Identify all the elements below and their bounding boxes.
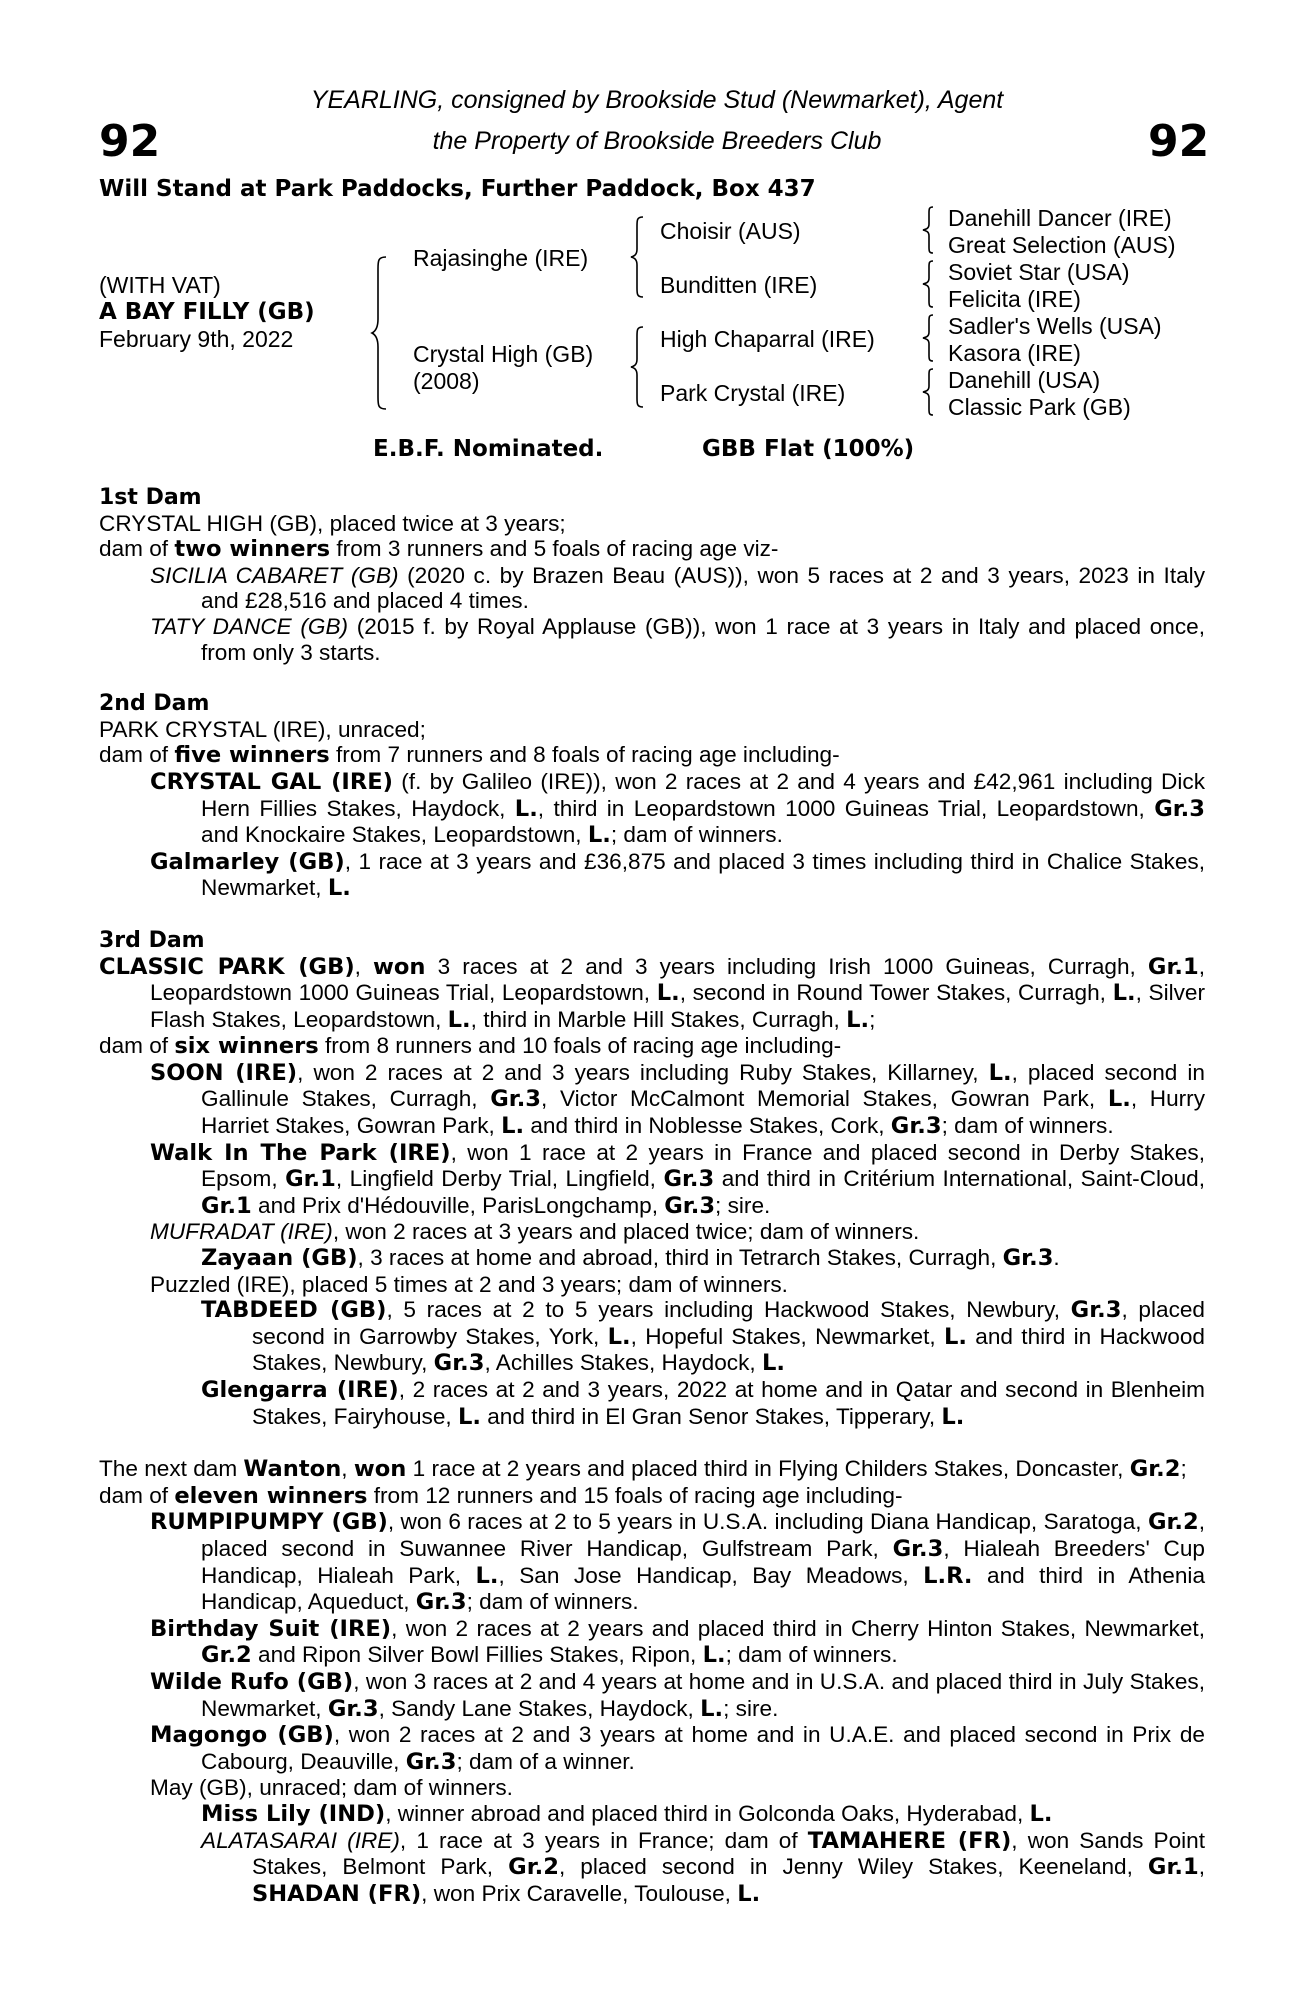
produce-entry: TATY DANCE (GB) (2015 f. by Royal Applause (GB)), won 1 race at 3 years in Italy and placed once, from only 3 starts. (150, 613, 1205, 665)
first-dam-line: CRYSTAL HIGH (GB), placed twice at 3 years; (99, 510, 566, 536)
third-dam-section (99, 928, 1205, 1430)
produce-entry: ALATASARAI (IRE), 1 race at 3 years in France; dam of TAMAHERE (FR), won Sands Point Stakes, Belmont Park, Gr.2, placed second in Jenny Wiley Stakes, Keeneland, Gr.1, SHADAN (FR), won Prix Caravelle, Toulouse, L. (201, 1827, 1206, 1907)
produce-entry: May (GB), unraced; dam of winners. (150, 1775, 513, 1801)
produce-entry: RUMPIPUMPY (GB), won 6 races at 2 to 5 years in U.S.A. including Diana Handicap, Saratoga, Gr.2, placed second in Suwannee River Handicap, Gulfstream Park, Gr.3, Hialeah Breeders' Cup Handicap, Hialeah Park, L., San Jose Handicap, Bay Meadows, L.R. and third in Athenia Handicap, Aqueduct, Gr.3; dam of winners. (150, 1509, 1206, 1616)
produce-entry: Miss Lily (IND), winner abroad and placed third in Golconda Oaks, Hyderabad, L. (201, 1800, 1053, 1827)
next-dam-section (99, 1456, 1205, 1907)
pedigree-brace-g3-2 (921, 259, 937, 309)
gen3-8: Classic Park (GB) (948, 394, 1131, 420)
first-dam-heading: 1st Dam (99, 485, 202, 510)
produce-entry: Wilde Rufo (GB), won 3 races at 2 and 4 years at home and in U.S.A. and placed third in July Stakes, Newmarket, Gr.3, Sandy Lane Stakes, Haydock, L.; sire. (150, 1668, 1205, 1722)
produce-entry: Walk In The Park (IRE), won 1 race at 2 years in France and placed second in Derby Stakes, Epsom, Gr.1, Lingfield Derby Trial, Lingfield, Gr.3 and third in Critérium International, Saint-Cloud, Gr.1 and Prix d'Hédouville, ParisLongchamp, Gr.3; sire. (150, 1139, 1206, 1219)
produce-entry: SICILIA CABARET (GB) (2020 c. by Brazen Beau (AUS)), won 5 races at 2 and 3 years, 2023 in Italy and £28,516 and placed 4 times. (150, 562, 1205, 614)
pedigree-brace-dam (629, 325, 647, 409)
lot-title: A BAY FILLY (GB) (99, 299, 315, 325)
gen3-6: Kasora (IRE) (948, 340, 1081, 366)
lot-number-left: 92 (99, 116, 161, 167)
third-dam-summary: dam of six winners from 8 runners and 10 foals of racing age including- (99, 1033, 842, 1060)
produce-entry: TABDEED (GB), 5 races at 2 to 5 years including Hackwood Stakes, Newbury, Gr.3, placed second in Garrowby Stakes, York, L., Hopeful Stakes, Newmarket, L. and third in Hackwood Stakes, Newbury, Gr.3, Achilles Stakes, Haydock, L. (201, 1297, 1205, 1377)
produce-entry: Zayaan (GB), 3 races at home and abroad, third in Tetrarch Stakes, Curragh, Gr.3. (201, 1245, 1060, 1272)
pedigree-brace-g3-1 (921, 205, 937, 255)
pedigree-brace-g3-3 (921, 313, 937, 363)
foaling-date: February 9th, 2022 (99, 326, 294, 352)
second-dam-heading: 2nd Dam (99, 691, 210, 717)
gen3-7: Danehill (USA) (948, 367, 1101, 393)
first-dam-summary: dam of two winners from 3 runners and 5 foals of racing age viz- (99, 536, 779, 563)
dam-sire: High Chaparral (IRE) (660, 326, 875, 352)
third-dam-line: CLASSIC PARK (GB), won 3 races at 2 and 3 years including Irish 1000 Guineas, Curragh, Gr.1, Leopardstown 1000 Guineas Trial, Leopardstown, L., second in Round Tower Stakes, Curragh, L., Silver Flash Stakes, Leopardstown, L., third in Marble Hill Stakes, Curragh, L.; (99, 953, 1205, 1033)
produce-entry: Glengarra (IRE), 2 races at 2 and 3 years, 2022 at home and in Qatar and second in Blenheim Stakes, Fairyhouse, L. and third in El Gran Senor Stakes, Tipperary, L. (201, 1377, 1205, 1430)
dam-year: (2008) (413, 368, 480, 394)
sire-name: Rajasinghe (IRE) (413, 245, 589, 271)
second-dam-section (99, 691, 1205, 902)
next-dam-summary: dam of eleven winners from 12 runners and 15 foals of racing age including- (99, 1482, 903, 1509)
produce-entry: MUFRADAT (IRE), won 2 races at 3 years and placed twice; dam of winners. (150, 1219, 920, 1245)
dam-dam: Park Crystal (IRE) (660, 380, 846, 406)
pedigree-brace-g3-4 (921, 367, 937, 417)
consignor-line: YEARLING, consigned by Brookside Stud (Newmarket), Agent (310, 86, 1004, 114)
pedigree-brace-sire (629, 215, 647, 299)
property-line: the Property of Brookside Breeders Club (432, 127, 882, 155)
second-dam-summary: dam of five winners from 7 runners and 8 foals of racing age including- (99, 742, 840, 769)
third-dam-heading: 3rd Dam (99, 927, 205, 953)
sire-sire: Choisir (AUS) (660, 218, 801, 244)
produce-entry: Galmarley (GB), 1 race at 3 years and £36,875 and placed 3 times including third in Chalice Stakes, Newmarket, L. (150, 848, 1205, 902)
ebf-note: E.B.F. Nominated. (373, 436, 604, 462)
produce-entry: SOON (IRE), won 2 races at 2 and 3 years including Ruby Stakes, Killarney, L., placed second in Gallinule Stakes, Curragh, Gr.3, Victor McCalmont Memorial Stakes, Gowran Park, L., Hurry Harriet Stakes, Gowran Park, L. and third in Noblesse Stakes, Cork, Gr.3; dam of winners. (150, 1059, 1206, 1140)
produce-entry: Birthday Suit (IRE), won 2 races at 2 years and placed third in Cherry Hinton Stakes, Newmarket, Gr.2 and Ripon Silver Bowl Fillies Stakes, Ripon, L.; dam of winners. (150, 1615, 1205, 1669)
next-dam-line: The next dam Wanton, won 1 race at 2 years and placed third in Flying Childers Stakes, Doncaster, Gr.2; (99, 1456, 1187, 1483)
lot-number-right: 92 (1148, 116, 1210, 167)
stand-location: Will Stand at Park Paddocks, Further Paddock, Box 437 (99, 176, 816, 202)
dam-name: Crystal High (GB) (413, 341, 594, 367)
produce-entry: Magongo (GB), won 2 races at 2 and 3 years at home and in U.A.E. and placed second in Prix de Cabourg, Deauville, Gr.3; dam of a winner. (150, 1722, 1205, 1775)
first-dam-section (99, 485, 1205, 665)
gbb-note: GBB Flat (100%) (702, 436, 915, 462)
gen3-2: Great Selection (AUS) (948, 232, 1176, 258)
gen3-5: Sadler's Wells (USA) (948, 313, 1162, 339)
gen3-3: Soviet Star (USA) (948, 259, 1130, 285)
produce-record (99, 485, 1205, 1907)
gen3-1: Danehill Dancer (IRE) (948, 205, 1172, 231)
vat-note: (WITH VAT) (99, 272, 221, 298)
produce-entry: Puzzled (IRE), placed 5 times at 2 and 3 years; dam of winners. (150, 1271, 788, 1297)
produce-entry: CRYSTAL GAL (IRE) (f. by Galileo (IRE)), won 2 races at 2 and 4 years and £42,961 including Dick Hern Fillies Stakes, Haydock, L., third in Leopardstown 1000 Guineas Trial, Leopardstown, Gr.3 and Knockaire Stakes, Leopardstown, L.; dam of winners. (150, 768, 1205, 849)
sire-dam: Bunditten (IRE) (660, 272, 818, 298)
gen3-4: Felicita (IRE) (948, 286, 1081, 312)
pedigree-brace-main (370, 255, 390, 411)
second-dam-line: PARK CRYSTAL (IRE), unraced; (99, 716, 426, 742)
